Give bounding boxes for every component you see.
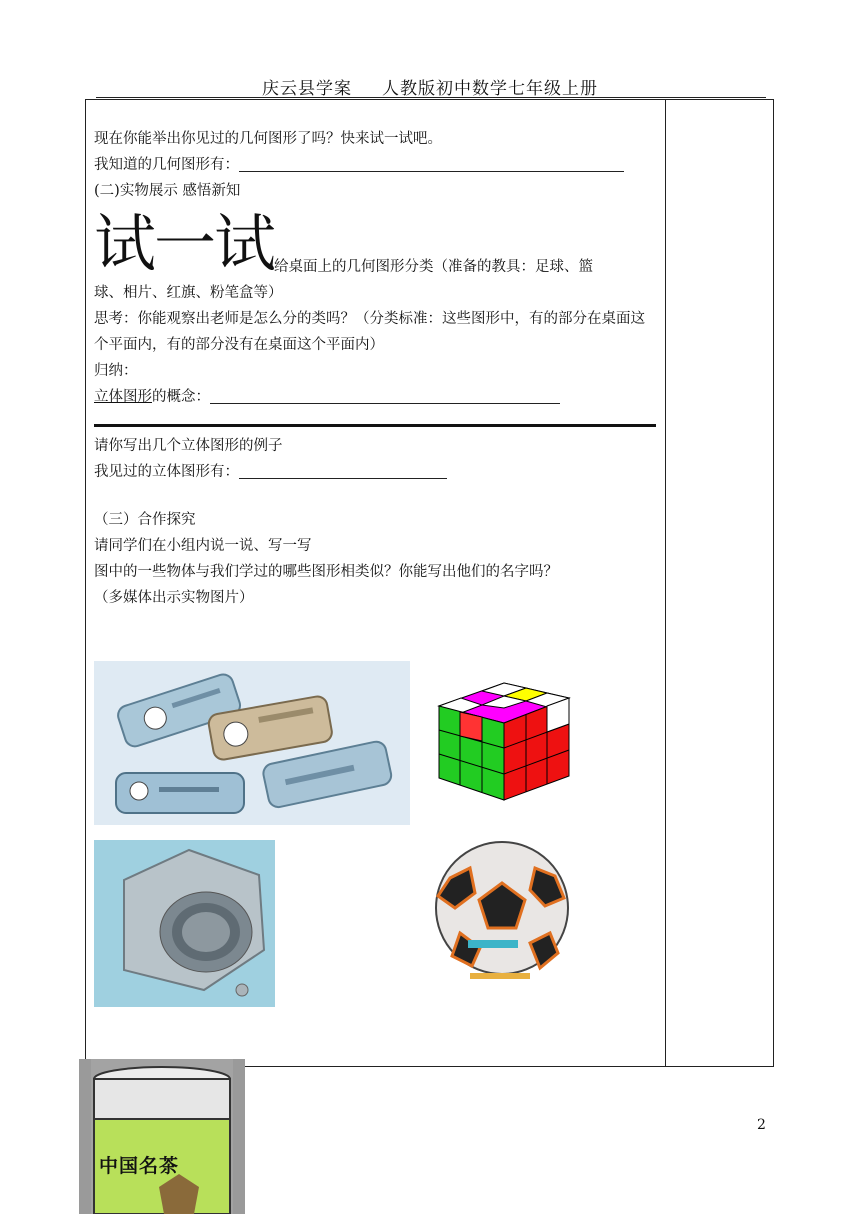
concept-term: 立体图形 [94,389,152,405]
examples-blank[interactable] [239,462,447,479]
header-book: 人教版初中数学七年级上册 [382,79,598,99]
trial-title: 试一试 [94,207,275,280]
header-rule [96,97,766,98]
section-3-heading: （三）合作探究 [94,512,196,528]
section-rule [94,424,656,427]
pencil-box-image [94,661,410,825]
media-note: （多媒体出示实物图片） [94,590,254,606]
trial-line [94,208,659,280]
header-school: 庆云县学案 [262,79,352,99]
concept-blank[interactable] [210,387,560,404]
examples-prompt: 请你写出几个立体图形的例子 [94,438,283,454]
rubiks-cube-image [434,678,574,808]
concept-line: 立体图形的概念： [94,384,659,410]
hex-nut-image [94,840,275,1007]
intro-line: 现在你能举出你见过的几何图形了吗？快来试一试吧。 [94,131,442,147]
think-paragraph: 思考：你能观察出老师是怎么分的类吗？（分类标准：这些图形中，有的部分在桌面这个平面内，有的部分没有在桌面这个平面内） [94,311,645,353]
page-number: 2 [757,1117,766,1133]
column-divider [665,100,666,1066]
summary-label: 归纳： [94,363,138,379]
trial-text-cont: 球、相片、红旗、粉笔盒等） [94,285,283,301]
section-2-heading: (二)实物展示 感悟新知 [94,183,241,199]
answer-blank[interactable] [239,155,624,172]
known-shapes-line: 我知道的几何图形有： [94,152,659,178]
tea-label: 中国名茶 [99,1155,180,1177]
examples-line: 我见过的立体图形有： [94,459,659,485]
tea-canister-image [79,1059,245,1214]
trial-text: 给桌面上的几何图形分类（准备的教具：足球、篮 [274,259,594,275]
page-header [0,74,860,99]
lesson-content [94,126,659,611]
question-line: 图中的一些物体与我们学过的哪些图形相类似？你能写出他们的名字吗？ [94,564,558,580]
group-instruction: 请同学们在小组内说一说、写一写 [94,538,312,554]
soccer-ball-image [430,838,580,988]
